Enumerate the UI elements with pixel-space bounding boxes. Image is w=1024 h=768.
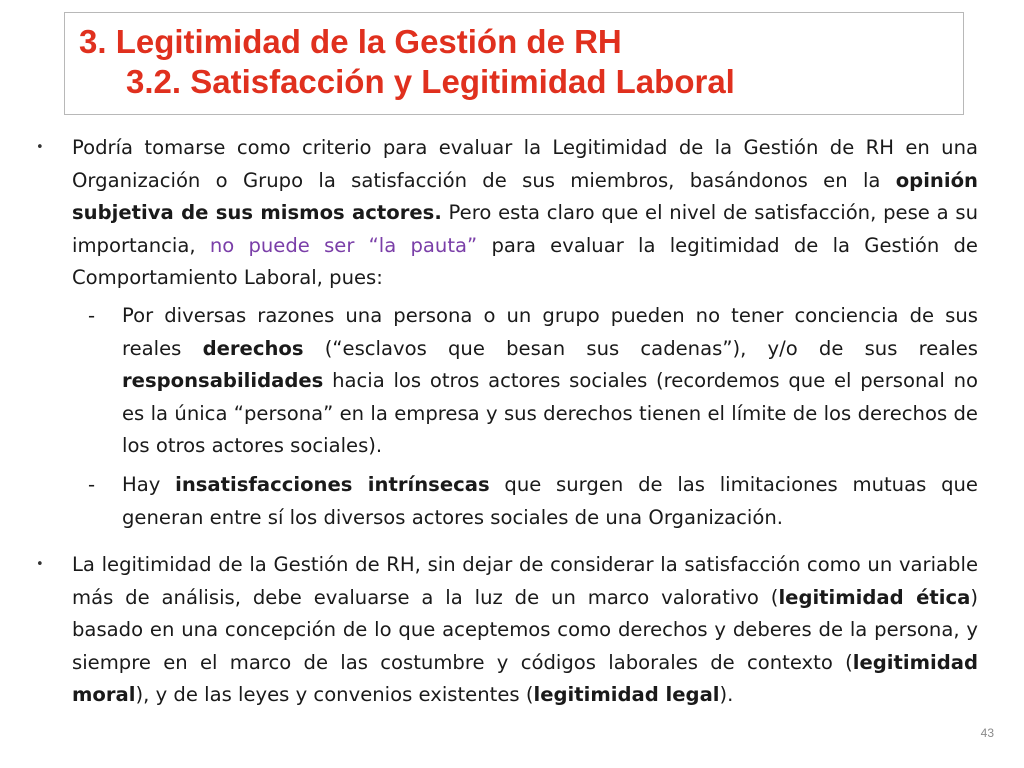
paragraph-1-emphasis: opinión subjetiva de sus mismos actores. xyxy=(72,168,978,225)
paragraph-2-emphasis: legitimidad ética xyxy=(778,585,971,609)
paragraph-2-emphasis-2: legitimidad moral xyxy=(72,650,978,707)
sub-item-1-emphasis: derechos xyxy=(202,336,304,360)
sub-item-2-text: Hay xyxy=(122,473,176,496)
paragraph-2-text-2: ) basado en una concepción de lo que aceptemos como derechos y deberes de la persona, y siempre en el marco de las costumbre y códigos laborales de contexto ( xyxy=(72,585,979,674)
sub-item-1-text-3: hacia los otros actores sociales (recordemos que el personal no es la única “persona” en la empresa y sus derechos tienen el límite de los derechos de los otros actores sociales). xyxy=(122,369,978,458)
paragraph-2-text-4: ). xyxy=(719,683,734,707)
sub-item-2-text-2: que surgen de las limitaciones mutuas que generan entre sí los diversos actores sociales de una Organización. xyxy=(122,473,978,529)
paragraph-1-text: Podría tomarse como criterio para evaluar la Legitimidad de la Gestión de RH en una Organización o Grupo la satisfacción de sus miembros, basándonos en la xyxy=(72,136,978,192)
sub-item-1-emphasis-2: responsabilidades xyxy=(122,369,324,393)
paragraph-2-text-3: ), y de las leyes y convenios existentes ( xyxy=(135,683,534,707)
slide-subtitle: 3.2. Satisfacción y Legitimidad Laboral xyxy=(126,63,735,100)
sub-item-2-emphasis: insatisfacciones intrínsecas xyxy=(175,473,490,496)
bullet-1: • xyxy=(36,140,44,155)
paragraph-2-emphasis-3: legitimidad legal xyxy=(533,683,720,707)
sub-item-1-text-2: (“esclavos que besan sus cadenas”), y/o de sus reales xyxy=(303,336,978,360)
slide-title: 3. Legitimidad de la Gestión de RH xyxy=(79,23,622,60)
sub-item-1-text: Por diversas razones una persona o un grupo pueden no tener conciencia de sus reales xyxy=(122,304,978,360)
page-number: 43 xyxy=(980,726,994,740)
paragraph-1 xyxy=(72,132,978,295)
bullet-2: • xyxy=(36,557,44,572)
paragraph-2 xyxy=(72,549,978,712)
sub-item-2 xyxy=(122,469,978,534)
title-box xyxy=(64,12,964,115)
paragraph-1-text-3: para evaluar la legitimidad de la Gestión de Comportamiento Laboral, pues: xyxy=(72,233,978,290)
paragraph-1-highlight: no puede ser “la pauta” xyxy=(209,233,478,257)
paragraph-1-text-2: Pero esta claro que el nivel de satisfacción, pese a su importancia, xyxy=(72,201,978,257)
sub-item-1 xyxy=(122,300,978,463)
dash-1: - xyxy=(88,304,96,327)
paragraph-2-text: La legitimidad de la Gestión de RH, sin dejar de considerar la satisfacción como un variable más de análisis, debe evaluarse a la luz de un marco valorativo ( xyxy=(72,553,978,609)
dash-2: - xyxy=(88,473,96,496)
